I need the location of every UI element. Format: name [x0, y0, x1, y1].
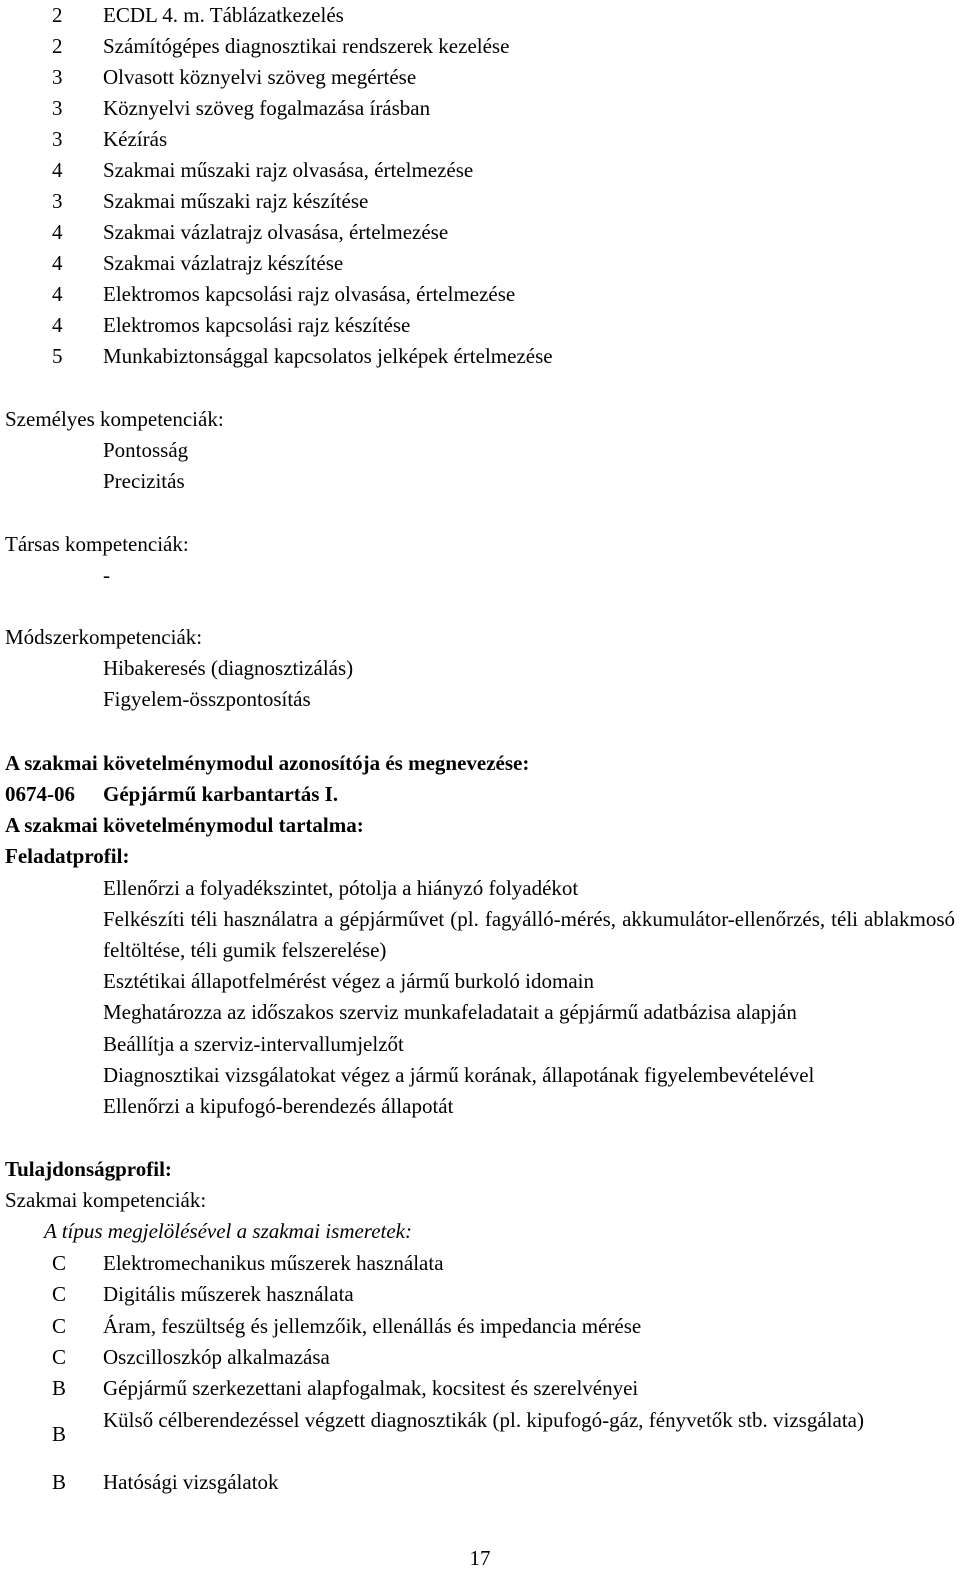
page-number: 17 — [469, 1546, 491, 1570]
task-item: Felkészíti téli használatra a gépjárművet (pl. fagyálló-mérés, akkumulátor-ellenőrzés, téli ablakmosó feltöltése, téli gumik felszerelése) — [103, 907, 955, 962]
social-competences-heading: Társas kompetenciák: — [5, 532, 189, 556]
method-competence-item: Figyelem-összpontosítás — [103, 687, 311, 711]
module-content-heading: A szakmai követelménymodul tartalma: — [5, 813, 364, 837]
task-profile-heading: Feladatprofil: — [5, 844, 130, 868]
task-item: Beállítja a szerviz-intervallumjelzőt — [103, 1032, 404, 1056]
task-item: Esztétikai állapotfelmérést végez a jármű burkoló idomain — [103, 969, 594, 993]
task-item: Ellenőrzi a folyadékszintet, pótolja a hiányzó folyadékot — [103, 876, 579, 900]
task-item: Ellenőrzi a kipufogó-berendezés állapotát — [103, 1094, 454, 1118]
method-competence-item: Hibakeresés (diagnosztizálás) — [103, 656, 354, 680]
type-label: A típus megjelölésével a szakmai ismeretek: — [44, 1219, 412, 1243]
module-id-heading: A szakmai követelménymodul azonosítója és megnevezése: — [5, 751, 530, 775]
personal-competence-item: Precizitás — [103, 469, 185, 493]
personal-competences-heading: Személyes kompetenciák: — [5, 407, 224, 431]
module-name: Gépjármű karbantartás I. — [103, 782, 339, 806]
list-item-text: Külső célberendezéssel végzett diagnosztikák (pl. kipufogó-gáz, fényvetők stb. vizsgálata) — [103, 1408, 864, 1432]
task-item: Meghatározza az időszakos szerviz munkafeladatait a gépjármű adatbázisa alapján — [103, 1000, 797, 1024]
professional-competences-heading: Szakmai kompetenciák: — [5, 1188, 207, 1212]
task-item: Diagnosztikai vizsgálatokat végez a jármű korának, állapotának figyelembevételével — [103, 1063, 815, 1087]
social-competence-item: - — [103, 563, 110, 587]
property-profile-heading: Tulajdonságprofil: — [5, 1157, 172, 1181]
module-code: 0674-06 — [5, 782, 75, 806]
method-competences-heading: Módszerkompetenciák: — [5, 625, 203, 649]
personal-competence-item: Pontosság — [103, 438, 189, 462]
